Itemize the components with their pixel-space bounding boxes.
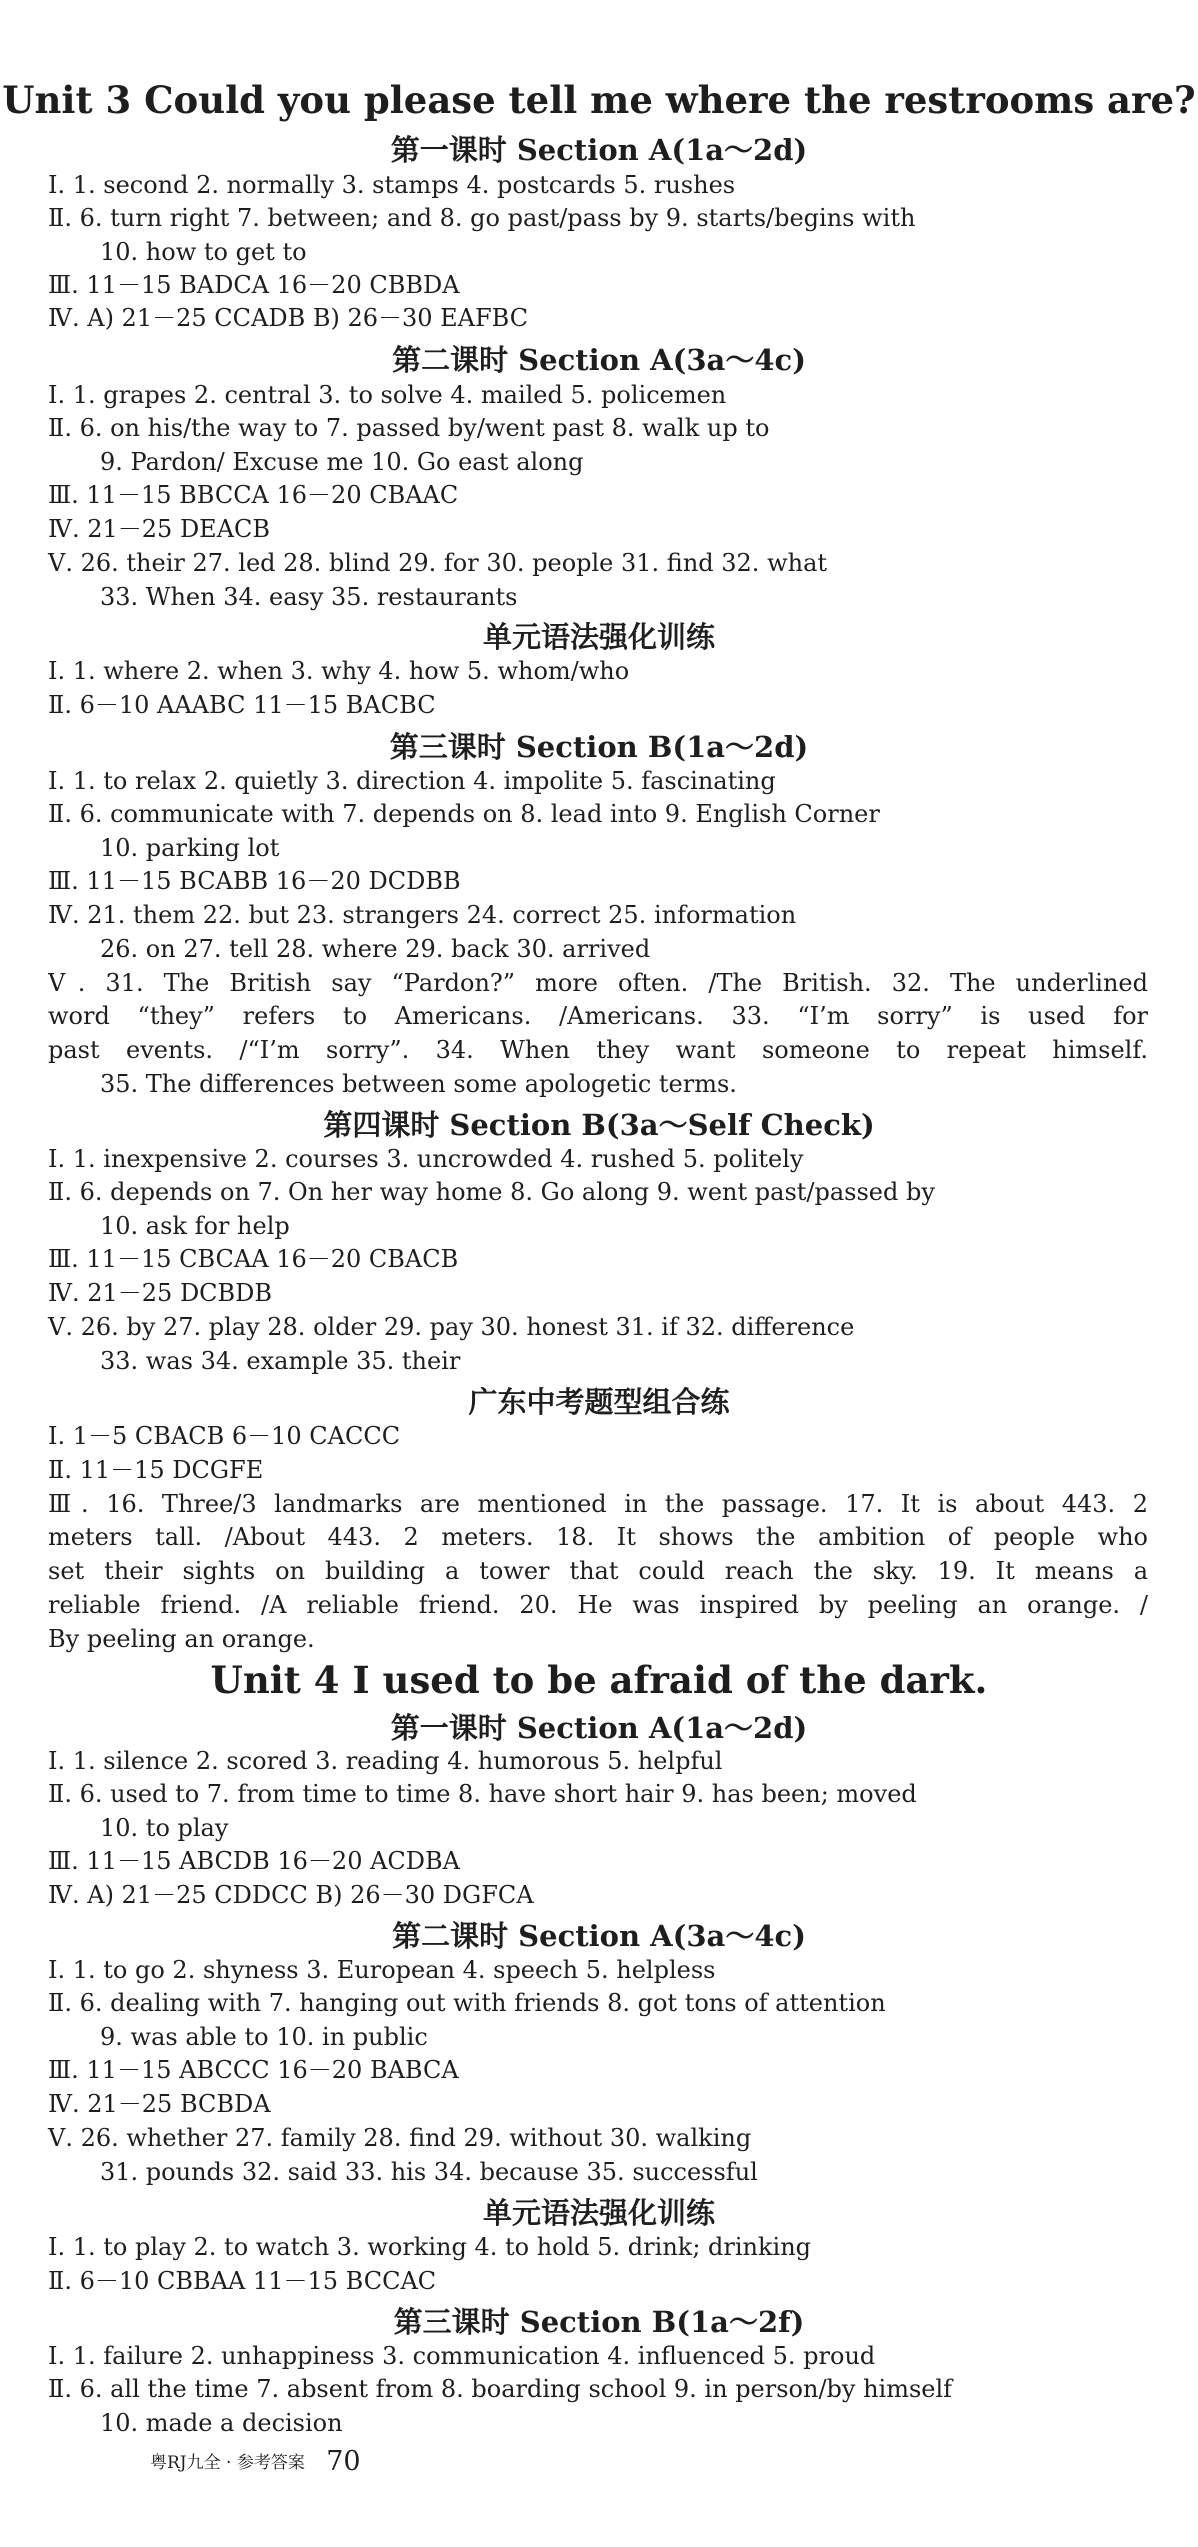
unit3-grammar-line: Ⅰ. 1. where 2. when 3. why 4. how 5. whom/who (48, 657, 630, 685)
unit3-lesson3-line: Ⅰ. 1. to relax 2. quietly 3. direction 4. impolite 5. fascinating (48, 767, 776, 795)
unit4-lesson2-line: 31. pounds 32. said 33. his 34. because 35. successful (100, 2158, 758, 2186)
unit4-grammar-heading: 单元语法强化训练 (482, 2196, 715, 2230)
unit4-lesson3-line: 10. made a decision (100, 2409, 343, 2437)
unit3-lesson3-line: Ⅴ. 31. The British say “Pardon?” more often. /The British. 32. The underlined (48, 969, 1148, 997)
unit3-lesson3-heading: 第三课时 Section B(1a～2d) (389, 730, 809, 764)
unit3-lesson3-line: Ⅲ. 11－15 BCABB 16－20 DCDBB (48, 867, 461, 895)
unit3-guangdong-heading: 广东中考题型组合练 (468, 1385, 730, 1419)
unit3-guangdong-line: Ⅱ. 11－15 DCGFE (48, 1456, 264, 1484)
unit3-lesson2-line: Ⅰ. 1. grapes 2. central 3. to solve 4. mailed 5. policemen (48, 381, 727, 409)
unit3-lesson2-line: Ⅳ. 21－25 DEACB (48, 515, 271, 543)
unit3-grammar-line: Ⅱ. 6－10 AAABC 11－15 BACBC (48, 691, 436, 719)
unit3-lesson4-heading: 第四课时 Section B(3a～Self Check) (323, 1108, 875, 1142)
unit3-guangdong-line: set their sights on building a tower that could reach the sky. 19. It means a (48, 1557, 1148, 1585)
unit3-lesson3-line: 35. The differences between some apologetic terms. (100, 1070, 737, 1098)
unit3-lesson2-heading: 第二课时 Section A(3a～4c) (392, 343, 806, 377)
unit4-lesson2-line: Ⅰ. 1. to go 2. shyness 3. European 4. speech 5. helpless (48, 1956, 716, 1984)
unit4-lesson1-line: 10. to play (100, 1814, 229, 1842)
unit4-lesson3-line: Ⅰ. 1. failure 2. unhappiness 3. communication 4. influenced 5. proud (48, 2342, 876, 2370)
unit3-lesson2-line: Ⅴ. 26. their 27. led 28. blind 29. for 30. people 31. find 32. what (48, 549, 828, 577)
unit3-guangdong-line: meters tall. /About 443. 2 meters. 18. It shows the ambition of people who (48, 1523, 1148, 1551)
unit3-lesson3-line: Ⅳ. 21. them 22. but 23. strangers 24. correct 25. information (48, 901, 797, 929)
unit3-lesson1-heading: 第一课时 Section A(1a～2d) (390, 133, 808, 167)
unit4-lesson1-heading: 第一课时 Section A(1a～2d) (390, 1711, 808, 1745)
unit3-guangdong-line: By peeling an orange. (48, 1625, 315, 1653)
unit4-lesson1-line: Ⅲ. 11－15 ABCDB 16－20 ACDBA (48, 1847, 461, 1875)
unit3-lesson1-line: Ⅰ. 1. second 2. normally 3. stamps 4. postcards 5. rushes (48, 171, 736, 199)
unit-4-title: Unit 4 I used to be afraid of the dark. (210, 1658, 988, 1702)
unit4-lesson1-line: Ⅱ. 6. used to 7. from time to time 8. have short hair 9. has been; moved (48, 1780, 917, 1808)
unit4-lesson3-heading: 第三课时 Section B(1a～2f) (393, 2305, 805, 2339)
unit4-lesson3-line: Ⅱ. 6. all the time 7. absent from 8. boarding school 9. in person/by himself (48, 2375, 953, 2403)
unit3-lesson4-line: Ⅳ. 21－25 DCBDB (48, 1279, 273, 1307)
unit3-lesson1-line: 10. how to get to (100, 238, 307, 266)
unit4-grammar-line: Ⅰ. 1. to play 2. to watch 3. working 4. to hold 5. drink; drinking (48, 2233, 812, 2261)
unit4-grammar-line: Ⅱ. 6－10 CBBAA 11－15 BCCAC (48, 2267, 437, 2295)
unit4-lesson2-line: Ⅱ. 6. dealing with 7. hanging out with friends 8. got tons of attention (48, 1989, 886, 2017)
unit3-lesson4-line: 10. ask for help (100, 1212, 290, 1240)
page-footer (150, 2446, 361, 2477)
unit4-lesson2-heading: 第二课时 Section A(3a～4c) (392, 1919, 806, 1953)
unit3-lesson4-line: 33. was 34. example 35. their (100, 1347, 461, 1375)
unit3-guangdong-line: Ⅲ. 16. Three/3 landmarks are mentioned in the passage. 17. It is about 443. 2 (48, 1490, 1148, 1518)
unit4-lesson1-line: Ⅳ. A) 21－25 CDDCC B) 26－30 DGFCA (48, 1881, 534, 1909)
unit3-lesson2-line: Ⅲ. 11－15 BBCCA 16－20 CBAAC (48, 481, 459, 509)
unit3-lesson4-line: Ⅲ. 11－15 CBCAA 16－20 CBACB (48, 1245, 459, 1273)
unit4-lesson1-line: Ⅰ. 1. silence 2. scored 3. reading 4. humorous 5. helpful (48, 1747, 723, 1775)
unit3-lesson2-line: 9. Pardon/ Excuse me 10. Go east along (100, 448, 584, 476)
unit3-lesson3-line: 26. on 27. tell 28. where 29. back 30. arrived (100, 935, 651, 963)
page-number: 70 (326, 2446, 361, 2477)
unit3-guangdong-line: Ⅰ. 1－5 CBACB 6－10 CACCC (48, 1422, 401, 1450)
unit3-lesson4-line: Ⅱ. 6. depends on 7. On her way home 8. Go along 9. went past/passed by (48, 1178, 935, 1206)
unit4-lesson2-line: Ⅲ. 11－15 ABCCC 16－20 BABCA (48, 2056, 459, 2084)
unit3-lesson1-line: Ⅳ. A) 21－25 CCADB B) 26－30 EAFBC (48, 304, 529, 332)
unit-3-title: Unit 3 Could you please tell me where the restrooms are? (2, 78, 1196, 122)
unit3-lesson2-line: Ⅱ. 6. on his/the way to 7. passed by/went past 8. walk up to (48, 414, 770, 442)
unit3-lesson1-line: Ⅱ. 6. turn right 7. between; and 8. go past/pass by 9. starts/begins with (48, 204, 916, 232)
unit3-lesson4-line: Ⅰ. 1. inexpensive 2. courses 3. uncrowded 4. rushed 5. politely (48, 1145, 804, 1173)
unit3-lesson4-line: Ⅴ. 26. by 27. play 28. older 29. pay 30. honest 31. if 32. difference (48, 1313, 855, 1341)
footer-label: 粤RJ九全 · 参考答案 (150, 2453, 305, 2473)
unit3-guangdong-line: reliable friend. /A reliable friend. 20. He was inspired by peeling an orange. / (48, 1591, 1148, 1619)
unit3-lesson3-line: Ⅱ. 6. communicate with 7. depends on 8. lead into 9. English Corner (48, 800, 880, 828)
unit4-lesson2-line: Ⅴ. 26. whether 27. family 28. find 29. without 30. walking (48, 2124, 752, 2152)
unit4-lesson2-line: 9. was able to 10. in public (100, 2023, 428, 2051)
unit3-lesson3-line: word “they” refers to Americans. /Americans. 33. “I’m sorry” is used for (48, 1002, 1148, 1030)
unit4-lesson2-line: Ⅳ. 21－25 BCBDA (48, 2090, 271, 2118)
unit3-lesson1-line: Ⅲ. 11－15 BADCA 16－20 CBBDA (48, 271, 460, 299)
unit3-lesson2-line: 33. When 34. easy 35. restaurants (100, 583, 518, 611)
unit3-lesson3-line: 10. parking lot (100, 834, 280, 862)
unit3-grammar-heading: 单元语法强化训练 (482, 620, 715, 654)
unit3-lesson3-line: past events. /“I’m sorry”. 34. When they want someone to repeat himself. (48, 1036, 1148, 1064)
